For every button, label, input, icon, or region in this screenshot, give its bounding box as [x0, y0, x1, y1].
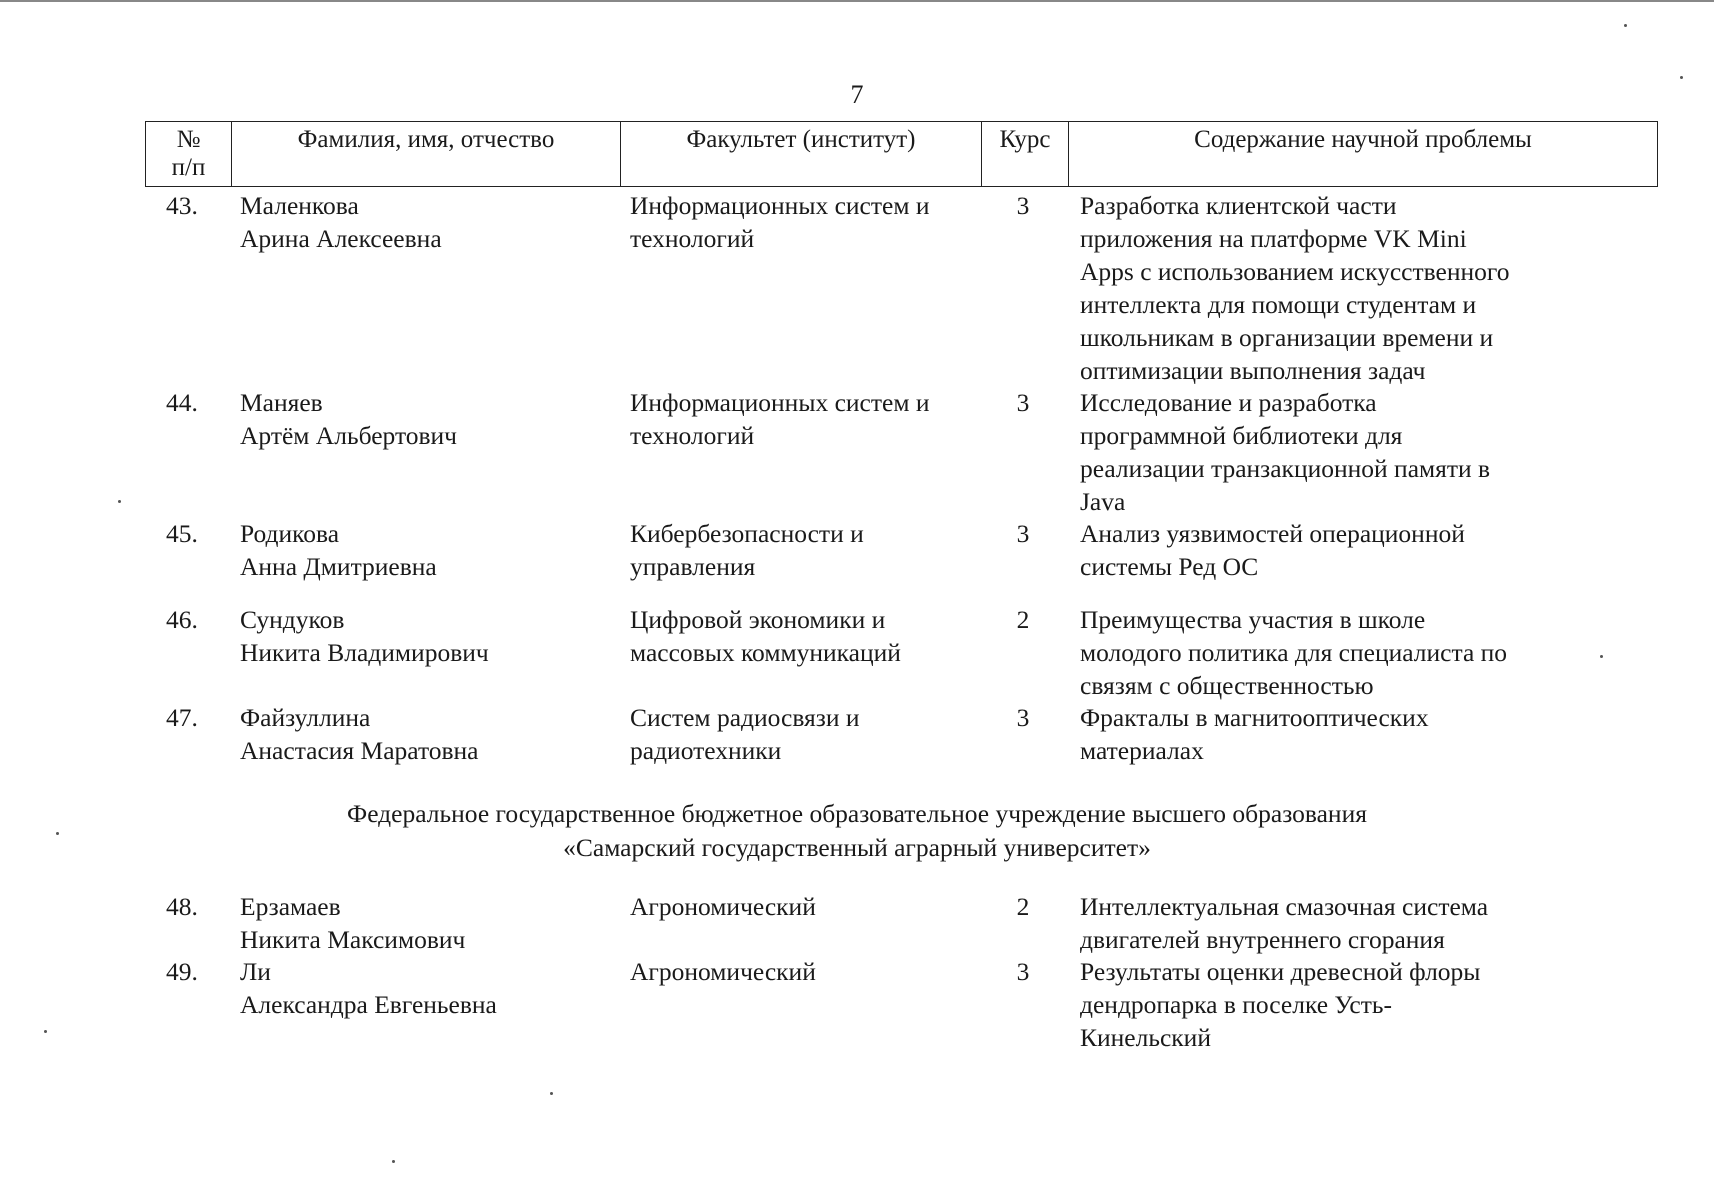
- topic-line: Результаты оценки древесной флоры: [1080, 957, 1481, 986]
- row-faculty: [630, 701, 990, 767]
- row-course: 3: [1016, 191, 1030, 220]
- table-row: [0, 955, 1714, 1155]
- name-line: Никита Максимович: [240, 925, 466, 954]
- faculty-line: управления: [630, 552, 756, 581]
- row-faculty: [630, 386, 990, 452]
- row-topic: [1080, 955, 1660, 1054]
- row-topic: [1080, 701, 1660, 767]
- name-line: Арина Алексеевна: [240, 224, 442, 253]
- row-faculty: [630, 517, 990, 583]
- row-name: [240, 701, 610, 767]
- name-line: Анастасия Маратовна: [240, 736, 479, 765]
- row-topic: [1080, 517, 1660, 583]
- row-course: 2: [1016, 605, 1030, 634]
- topic-line: оптимизации выполнения задач: [1080, 356, 1426, 385]
- name-line: Александра Евгеньевна: [240, 990, 497, 1019]
- name-line: Родикова: [240, 519, 340, 548]
- header-topic: Содержание научной проблемы: [1069, 122, 1658, 187]
- table-row: [0, 189, 1714, 389]
- row-num: 48.: [166, 892, 198, 921]
- topic-line: молодого политика для специалиста по: [1080, 638, 1508, 667]
- name-line: Маленкова: [240, 191, 359, 220]
- topic-line: Интеллектуальная смазочная система: [1080, 892, 1489, 921]
- scan-speck: [118, 500, 121, 503]
- institution-line: «Самарский государственный аграрный университет»: [563, 833, 1151, 862]
- faculty-line: Информационных систем и: [630, 191, 930, 220]
- topic-line: Кинельский: [1080, 1023, 1211, 1052]
- row-topic: [1080, 189, 1660, 387]
- scan-speck: [56, 832, 59, 835]
- topic-line: Анализ уязвимостей операционной: [1080, 519, 1465, 548]
- header-num-line: п/п: [171, 154, 206, 181]
- faculty-line: Агрономический: [630, 957, 816, 986]
- topic-line: Разработка клиентской части: [1080, 191, 1397, 220]
- row-num: 47.: [166, 703, 198, 732]
- header-num: [146, 122, 232, 187]
- row-num: 45.: [166, 519, 198, 548]
- scan-speck: [44, 1030, 47, 1033]
- scan-speck: [550, 1092, 553, 1095]
- topic-line: Фракталы в магнитооптических: [1080, 703, 1429, 732]
- row-course: 3: [1016, 519, 1030, 548]
- row-num: 44.: [166, 388, 198, 417]
- row-topic: [1080, 386, 1660, 518]
- faculty-line: Систем радиосвязи и: [630, 703, 860, 732]
- row-name: [240, 603, 610, 669]
- faculty-line: Информационных систем и: [630, 388, 930, 417]
- faculty-line: радиотехники: [630, 736, 782, 765]
- faculty-line: Агрономический: [630, 892, 816, 921]
- scan-speck: [1624, 24, 1627, 27]
- name-line: Ерзамаев: [240, 892, 341, 921]
- topic-line: системы Ред ОС: [1080, 552, 1259, 581]
- institution-heading: [0, 797, 1714, 865]
- name-line: Ли: [240, 957, 271, 986]
- scan-speck: [392, 1160, 395, 1163]
- scan-edge: [0, 0, 1714, 2]
- row-name: [240, 517, 610, 583]
- name-line: Анна Дмитриевна: [240, 552, 437, 581]
- row-topic: [1080, 890, 1660, 956]
- topic-line: связям с общественностью: [1080, 671, 1374, 700]
- name-line: Сундуков: [240, 605, 345, 634]
- row-name: [240, 890, 610, 956]
- row-num: 49.: [166, 957, 198, 986]
- row-num: 43.: [166, 191, 198, 220]
- row-num: 46.: [166, 605, 198, 634]
- scan-speck: [1600, 655, 1603, 658]
- name-line: Файзуллина: [240, 703, 371, 732]
- row-name: [240, 955, 610, 1021]
- header-name: Фамилия, имя, отчество: [232, 122, 621, 187]
- topic-line: дендропарка в поселке Усть-: [1080, 990, 1392, 1019]
- table-header: [145, 121, 1658, 187]
- topic-line: приложения на платформе VK Mini: [1080, 224, 1467, 253]
- header-num-line: №: [176, 126, 201, 153]
- row-course: 2: [1016, 892, 1030, 921]
- faculty-line: Цифровой экономики и: [630, 605, 886, 634]
- faculty-line: технологий: [630, 224, 755, 253]
- name-line: Артём Альбертович: [240, 421, 458, 450]
- row-course: 3: [1016, 703, 1030, 732]
- row-faculty: [630, 890, 990, 923]
- topic-line: интеллекта для помощи студентам и: [1080, 290, 1477, 319]
- topic-line: программной библиотеки для: [1080, 421, 1403, 450]
- row-faculty: [630, 603, 990, 669]
- row-course: 3: [1016, 957, 1030, 986]
- topic-line: реализации транзакционной памяти в: [1080, 454, 1491, 483]
- topic-line: Преимущества участия в школе: [1080, 605, 1426, 634]
- faculty-line: технологий: [630, 421, 755, 450]
- topic-line: школьникам в организации времени и: [1080, 323, 1494, 352]
- topic-line: Apps с использованием искусственного: [1080, 257, 1510, 286]
- topic-line: двигателей внутреннего сгорания: [1080, 925, 1445, 954]
- row-name: [240, 386, 610, 452]
- topic-line: Исследование и разработка: [1080, 388, 1377, 417]
- faculty-line: Кибербезопасности и: [630, 519, 864, 548]
- page-number: 7: [850, 80, 864, 109]
- topic-line: материалах: [1080, 736, 1204, 765]
- name-line: Маняев: [240, 388, 323, 417]
- topic-line: Java: [1080, 487, 1126, 516]
- scan-speck: [1680, 76, 1683, 79]
- row-course: 3: [1016, 388, 1030, 417]
- institution-line: Федеральное государственное бюджетное образовательное учреждение высшего образования: [347, 799, 1367, 828]
- row-topic: [1080, 603, 1660, 702]
- row-faculty: [630, 189, 990, 255]
- row-faculty: [630, 955, 990, 988]
- faculty-line: массовых коммуникаций: [630, 638, 901, 667]
- name-line: Никита Владимирович: [240, 638, 489, 667]
- header-faculty: Факультет (институт): [621, 122, 982, 187]
- header-course: Курс: [982, 122, 1069, 187]
- row-name: [240, 189, 610, 255]
